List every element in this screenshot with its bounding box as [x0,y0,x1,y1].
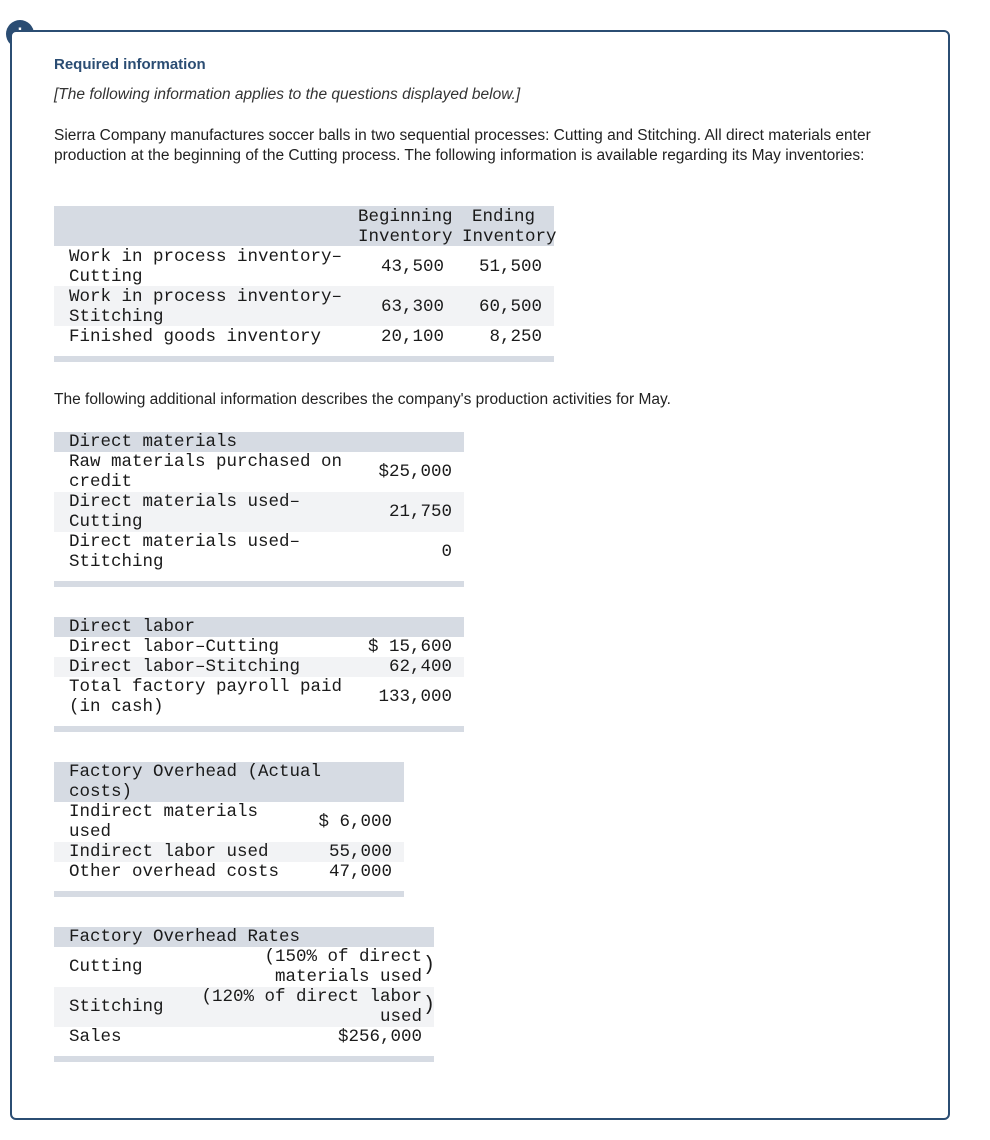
row-value: 0 [441,542,452,562]
row-label: used [69,822,112,842]
row-value: 21,750 [388,502,452,522]
row-value-paren: ) [423,994,436,1017]
applies-note: [The following information applies to the questions displayed below.] [54,86,521,103]
inventory-table [54,206,557,364]
row-value: 47,000 [328,862,392,882]
row-value: $25,000 [378,462,452,482]
row-value: $ 6,000 [318,812,392,832]
row-label: Stitching [69,997,164,1017]
col-header-beginning-1: Beginning [358,207,453,227]
factory-overhead-rates-table [54,927,434,1065]
row-value: $256,000 [337,1027,422,1047]
table-heading: costs) [69,782,133,802]
row-label: Indirect labor used [69,842,269,862]
row-value-beginning: 43,500 [380,257,444,277]
row-label: Total factory payroll paid [69,677,343,697]
row-label: (in cash) [69,697,164,717]
row-value-beginning: 20,100 [380,327,444,347]
row-label: Stitching [69,307,164,327]
row-label: Cutting [69,267,143,287]
row-value-ending: 51,500 [478,257,542,277]
direct-labor-table [54,617,464,735]
row-label: Sales [69,1027,122,1047]
row-value: materials used [274,967,422,987]
row-value-beginning: 63,300 [380,297,444,317]
row-label: credit [69,472,133,492]
row-label: Direct materials used– [69,492,301,512]
row-value: 133,000 [378,687,452,707]
row-label: Work in process inventory– [69,287,343,307]
intro-paragraph: Sierra Company manufactures soccer balls in two sequential processes: Cutting and Stitching. All direct materials enter production at the beginning of the Cutting process. The following information is available regarding its May inventories: [54,127,871,164]
row-label: Direct materials used– [69,532,301,552]
row-value-ending: 60,500 [478,297,542,317]
row-value: 62,400 [388,657,452,677]
row-value: (150% of direct [264,947,422,967]
col-header-beginning-2: Inventory [358,227,453,247]
row-label: Work in process inventory– [69,247,343,267]
table-heading: Direct labor [69,617,196,637]
row-value: $ 15,600 [367,637,452,657]
row-value-paren: ) [423,954,436,977]
row-label: Cutting [69,957,143,977]
table-heading: Factory Overhead (Actual [69,762,322,782]
row-label: Finished goods inventory [69,327,322,347]
factory-overhead-actual-table [54,762,404,900]
row-value-ending: 8,250 [489,327,542,347]
col-header-ending-2: Inventory [462,227,557,247]
additional-info-text: The following additional information describes the company's production activities for May. [54,391,671,408]
row-label: Direct labor–Cutting [69,637,280,657]
col-header-ending-1: Ending [472,207,536,227]
direct-materials-table [54,432,464,590]
required-info-title: Required information [54,56,206,73]
row-value: used [379,1007,422,1027]
row-label: Direct labor–Stitching [69,657,301,677]
row-label: Indirect materials [69,802,259,822]
row-label: Raw materials purchased on [69,452,343,472]
row-label: Stitching [69,552,164,572]
row-value: 55,000 [328,842,392,862]
table-heading: Factory Overhead Rates [69,927,301,947]
row-label: Cutting [69,512,143,532]
row-value: (120% of direct labor [201,987,422,1007]
row-label: Other overhead costs [69,862,280,882]
table-heading: Direct materials [69,432,238,452]
